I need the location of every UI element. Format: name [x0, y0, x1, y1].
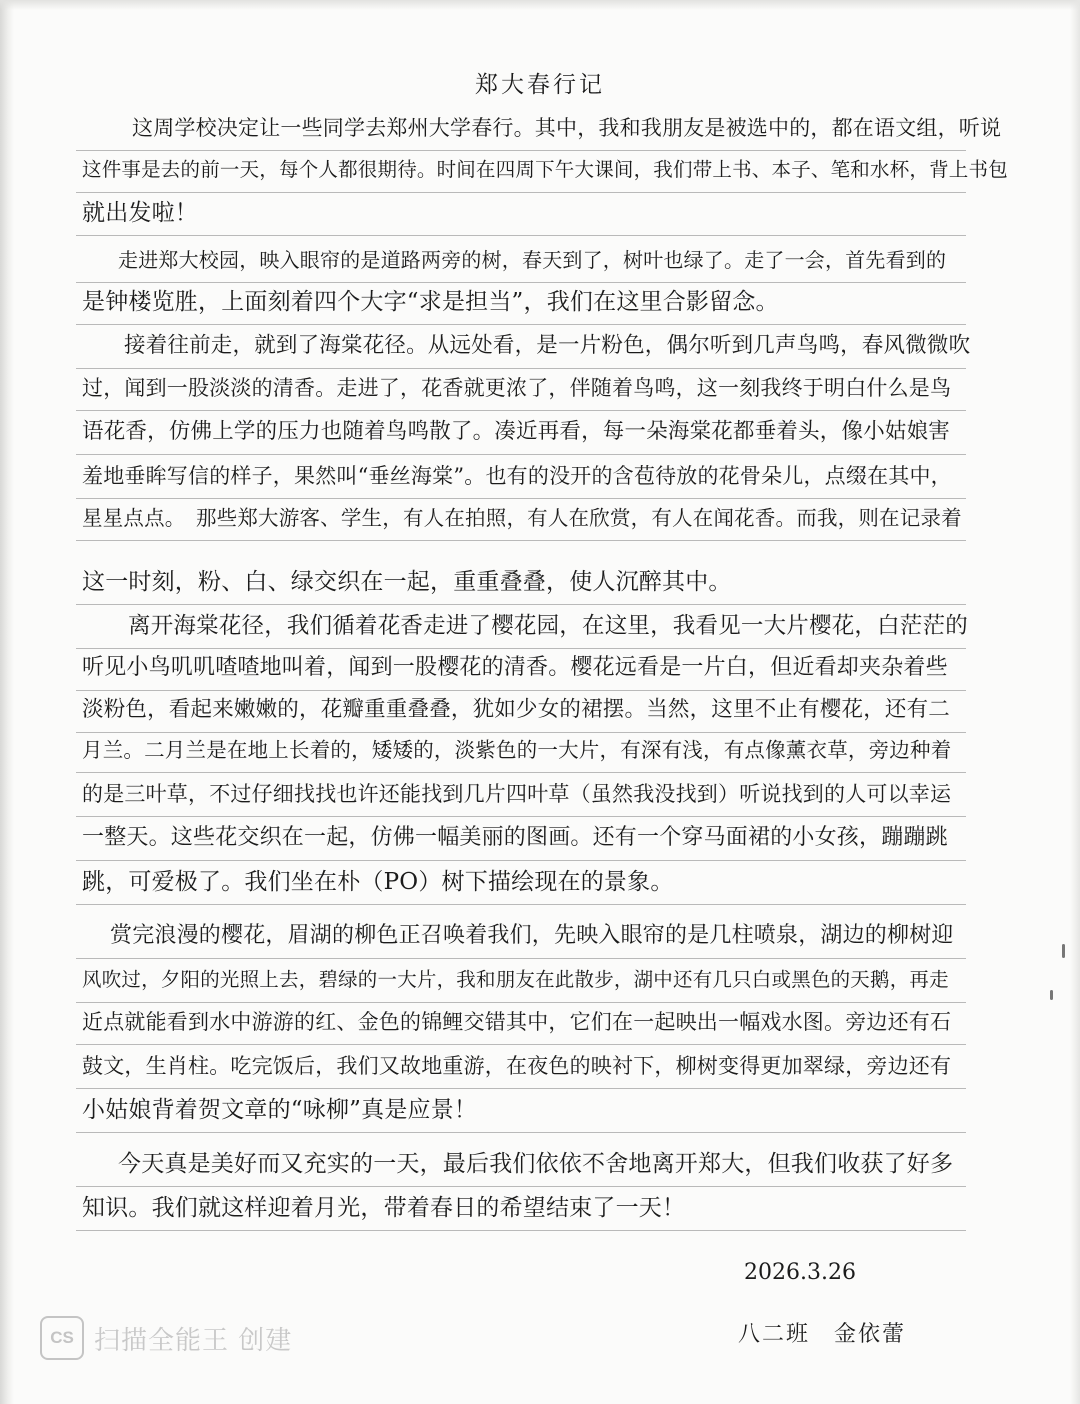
essay-line: 小姑娘背着贺文章的“咏柳”真是应景！: [82, 1097, 478, 1123]
essay-line: 近点就能看到水中游游的红、金色的锦鲤交错其中，它们在一起映出一幅戏水图。旁边还有石: [82, 1010, 952, 1034]
essay-line: 的是三叶草，不过仔细找找也许还能找到几片四叶草（虽然我没找到）听说找到的人可以幸运: [82, 782, 952, 806]
ruled-line: [76, 454, 966, 455]
essay-line: 接着往前走，就到了海棠花径。从远处看，是一片粉色，偶尔听到几声鸟鸣，春风微微吹: [124, 333, 971, 358]
essay-line: 这周学校决定让一些同学去郑州大学春行。其中，我和我朋友是被选中的，都在语文组，听说: [132, 116, 1002, 140]
ruled-line: [76, 235, 966, 236]
essay-line: 风吹过，夕阳的光照上去，碧绿的一大片，我和朋友在此散步，湖中还有几只白或黑色的天鹅，再走: [82, 968, 949, 991]
essay-line: 鼓文，生肖柱。吃完饭后，我们又故地重游，在夜色的映衬下，柳树变得更加翠绿，旁边还有: [82, 1054, 952, 1078]
essay-line: 一整天。这些花交织在一起，仿佛一幅美丽的图画。还有一个穿马面裙的小女孩，蹦蹦跳: [82, 825, 948, 850]
watermark-text: 扫描全能王 创建: [94, 1325, 293, 1356]
essay-line: 羞地垂眸写信的样子，果然叫“垂丝海棠”。也有的没开的含苞待放的花骨朵儿，点缀在其中，: [82, 464, 952, 488]
ruled-line: [76, 1230, 966, 1231]
scanner-watermark: [40, 1316, 292, 1360]
ruled-line: [76, 1132, 966, 1133]
ruled-line: [76, 410, 966, 411]
essay-line: 走进郑大校园，映入眼帘的是道路两旁的树，春天到了，树叶也绿了。走了一会，首先看到的: [118, 248, 947, 272]
essay-line: 是钟楼览胜，上面刻着四个大字“求是担当”，我们在这里合影留念。: [82, 289, 779, 315]
essay-line: 今天真是美好而又充实的一天，最后我们依依不舍地离开郑大，但我们收获了好多: [118, 1151, 954, 1177]
author-signature: 八二班 金依蕾: [738, 1322, 907, 1347]
ruled-line: [76, 324, 966, 325]
essay-line: 跳，可爱极了。我们坐在朴（PO）树下描绘现在的景象。: [82, 869, 674, 895]
ruled-line: [76, 540, 966, 541]
essay-title: 郑大春行记: [475, 72, 605, 98]
essay-line: 离开海棠花径，我们循着花香走进了樱花园，在这里，我看见一大片樱花，白茫茫的: [128, 613, 968, 639]
essay-line: 知识。我们就这样迎着月光，带着春日的希望结束了一天！: [82, 1195, 686, 1221]
essay-line: 赏完浪漫的樱花，眉湖的柳色正召唤着我们，先映入眼帘的是几柱喷泉，湖边的柳树迎: [110, 923, 954, 948]
essay-line: 这件事是去的前一天，每个人都很期待。时间在四周下午大课间，我们带上书、本子、笔和水杯，背上书包: [82, 158, 1008, 181]
margin-mark: [1062, 944, 1065, 958]
essay-line: 这一时刻，粉、白、绿交织在一起，重重叠叠，使人沉醉其中。: [82, 569, 732, 595]
margin-mark: [1050, 990, 1053, 1000]
essay-date: 2026.3.26: [744, 1260, 856, 1285]
ruled-line: [76, 1088, 966, 1089]
essay-line: 语花香，仿佛上学的压力也随着鸟鸣散了。凑近再看，每一朵海棠花都垂着头，像小姑娘害: [82, 419, 951, 444]
page-edge-shadow-top: [0, 0, 1080, 10]
ruled-line: [76, 1044, 966, 1045]
camscanner-logo-icon: CS: [40, 1316, 84, 1360]
essay-line: 就出发啦！: [82, 200, 198, 226]
page-edge-shadow: [0, 0, 14, 1404]
essay-line: 听见小鸟叽叽喳喳地叫着，闻到一股樱花的清香。樱花远看是一片白，但近看却夹杂着些: [82, 655, 948, 680]
ruled-line: [76, 1186, 966, 1187]
ruled-line: [76, 816, 966, 817]
ruled-line: [76, 860, 966, 861]
ruled-line: [76, 904, 966, 905]
essay-line: 星星点点。 那些郑大游客、学生，有人在拍照，有人在欣赏，有人在闻花香。而我，则在记录着: [82, 506, 962, 530]
ruled-line: [76, 772, 966, 773]
essay-line: 过，闻到一股淡淡的清香。走进了，花香就更浓了，伴随着鸟鸣，这一刻我终于明白什么是鸟: [82, 376, 952, 400]
essay-line: 淡粉色，看起来嫩嫩的，花瓣重重叠叠，犹如少女的裙摆。当然，这里不止有樱花，还有二: [82, 697, 951, 722]
ruled-line: [76, 604, 966, 605]
ruled-line: [76, 958, 966, 959]
essay-line: 月兰。二月兰是在地上长着的，矮矮的，淡紫色的一大片，有深有浅，有点像薰衣草，旁边种着: [82, 738, 952, 762]
page-edge-shadow-right: [1070, 0, 1080, 1404]
